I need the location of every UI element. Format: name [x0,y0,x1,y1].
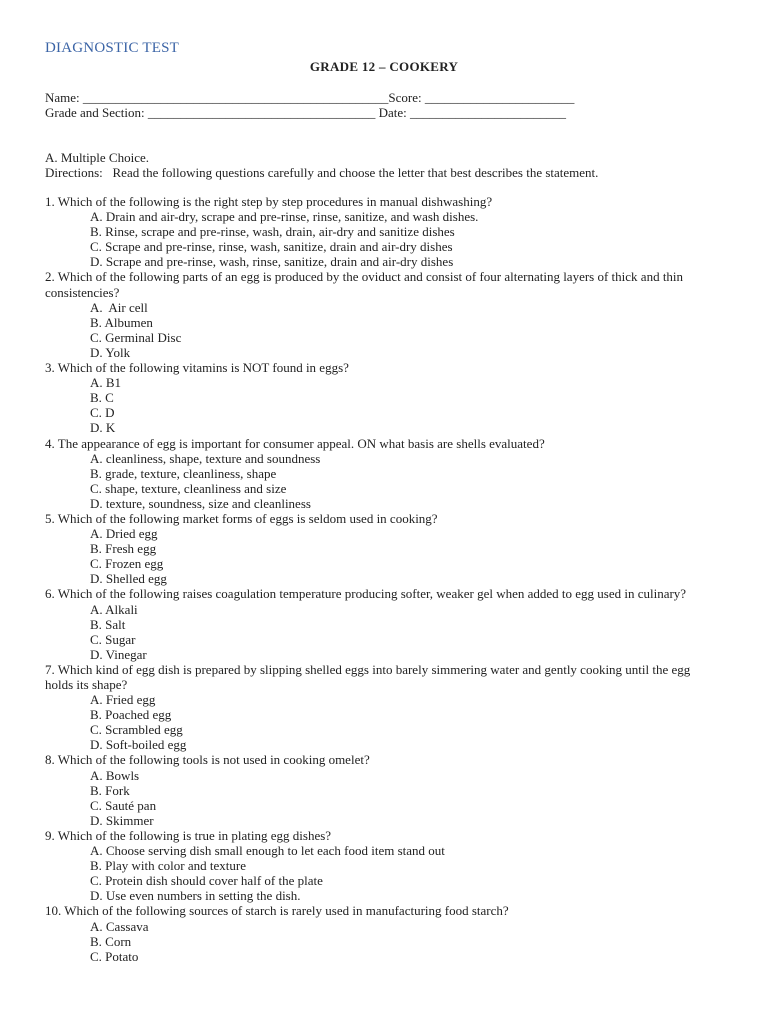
diagnostic-test-label: DIAGNOSTIC TEST [45,40,179,56]
answer-option: C. Frozen egg [90,556,164,572]
answer-option: D. texture, soundness, size and cleanliness [90,495,311,511]
question-item [45,269,720,360]
question-item [45,586,720,661]
answer-option: B. Corn [90,933,132,949]
answer-option: D. Vinegar [90,646,147,662]
answer-option: B. grade, texture, cleanliness, shape [90,465,277,481]
question-text: 7. Which kind of egg dish is prepared by slipping shelled eggs into barely simmering water and gently cooking until the egg holds its shape? [45,661,691,692]
question-text: 4. The appearance of egg is important for consumer appeal. ON what basis are shells evaluated? [45,435,545,451]
answer-option: B. Rinse, scrape and pre-rinse, wash, drain, air-dry and sanitize dishes [90,224,455,240]
answer-option: A. Dried egg [90,526,158,542]
answer-option: D. Use even numbers in setting the dish. [90,888,301,904]
answer-option: C. Protein dish should cover half of the plate [90,873,323,889]
answer-option: A. cleanliness, shape, texture and soundness [90,450,321,466]
answer-option: B. Albumen [90,314,153,330]
answer-option: B. Poached egg [90,707,172,723]
question-text: 10. Which of the following sources of starch is rarely used in manufacturing food starch? [45,903,509,919]
question-text: 2. Which of the following parts of an egg is produced by the oviduct and consist of four alternating layers of thick and thin consistencies? [45,269,684,300]
section-heading: A. Multiple Choice. [45,150,149,165]
answer-option: A. Fried egg [90,692,156,708]
question-item [45,194,720,269]
answer-option: D. Soft-boiled egg [90,737,187,753]
grade-section-date-line: Grade and Section: ___________________________________ Date: ________________________ [45,105,567,120]
question-item [45,436,720,511]
question-item [45,903,720,963]
answer-option: A. Drain and air-dry, scrape and pre-rinse, rinse, sanitize, and wash dishes. [90,209,479,225]
document-title: GRADE 12 – COOKERY [309,59,459,74]
answer-option: C. shape, texture, cleanliness and size [90,480,287,496]
question-list [45,194,720,964]
name-score-line: Name: _______________________________________________Score: _______________________ [45,90,575,105]
answer-option: A. B1 [90,375,122,391]
answer-option: A. Alkali [90,601,138,617]
answer-option: D. Shelled egg [90,571,167,587]
answer-option: D. K [90,420,116,436]
question-text: 6. Which of the following raises coagulation temperature producing softer, weaker gel when added to egg used in culinary? [45,586,687,602]
answer-option: B. Fresh egg [90,541,157,557]
answer-option: A. Choose serving dish small enough to let each food item stand out [90,843,445,859]
directions-text: Directions: Read the following questions carefully and choose the letter that best describes the statement. [45,165,599,180]
question-item [45,752,720,827]
question-item [45,360,720,435]
answer-option: C. Scrambled egg [90,722,183,738]
answer-option: B. C [90,390,114,406]
question-item [45,828,720,903]
question-text: 3. Which of the following vitamins is NOT found in eggs? [45,360,349,376]
answer-option: C. Germinal Disc [90,329,182,345]
question-item [45,511,720,586]
answer-option: B. Salt [90,616,126,632]
question-text: 1. Which of the following is the right step by step procedures in manual dishwashing? [45,194,493,209]
answer-option: A. Cassava [90,918,149,934]
answer-option: B. Play with color and texture [90,858,246,874]
answer-option: A. Air cell [90,299,148,315]
answer-option: D. Skimmer [90,812,154,828]
answer-option: D. Scrape and pre-rinse, wash, rinse, sanitize, drain and air-dry dishes [90,254,454,270]
question-item [45,662,720,753]
answer-option: A. Bowls [90,767,140,783]
answer-option: B. Fork [90,782,130,798]
answer-option: C. Sauté pan [90,797,157,813]
question-text: 9. Which of the following is true in plating egg dishes? [45,827,332,843]
question-text: 8. Which of the following tools is not used in cooking omelet? [45,752,370,768]
answer-option: C. Sugar [90,631,136,647]
question-text: 5. Which of the following market forms of eggs is seldom used in cooking? [45,510,438,526]
answer-option: C. Scrape and pre-rinse, rinse, wash, sanitize, drain and air-dry dishes [90,239,453,255]
answer-option: D. Yolk [90,344,131,360]
answer-option: C. Potato [90,948,139,964]
answer-option: C. D [90,405,115,421]
